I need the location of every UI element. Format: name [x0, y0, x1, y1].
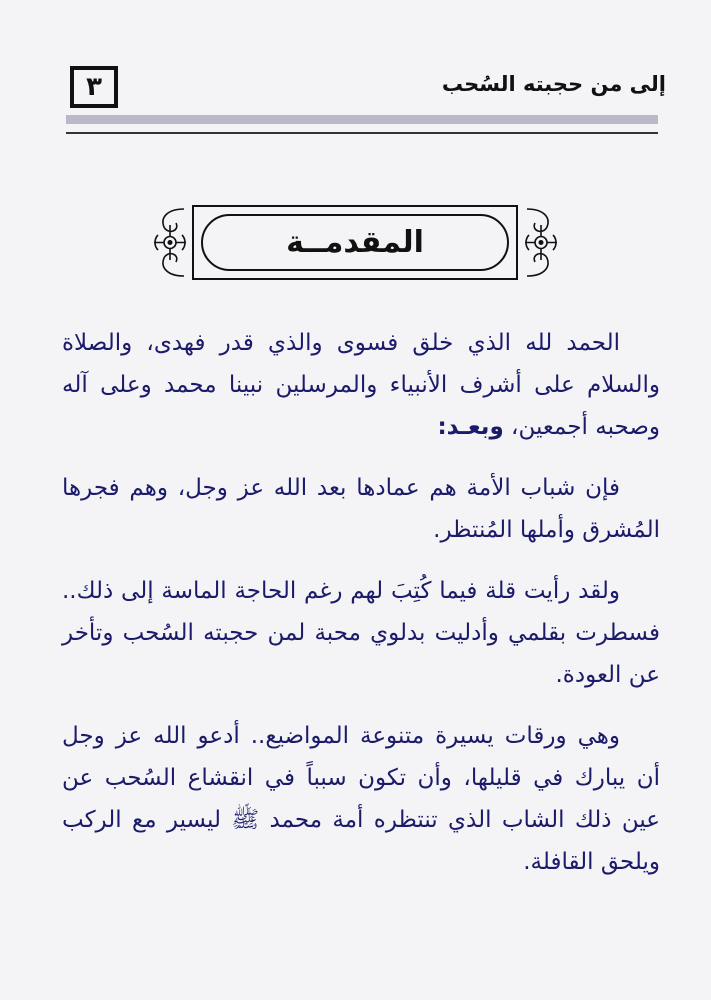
floral-ornament-left-icon — [150, 205, 190, 280]
page-number: ٣ — [86, 72, 102, 102]
section-title-frame — [192, 205, 518, 280]
header-rule — [66, 132, 658, 134]
running-title: إلى من حجبته السُحب — [441, 72, 666, 96]
paragraph-3: ولقد رأيت قلة فيما كُتِبَ لهم رغم الحاجة الماسة إلى ذلك.. فسطرت بقلمي وأدليت بدلوي محبة لمن حجبته السُحب وتأخر عن العودة. — [62, 578, 660, 688]
section-title: المقدمــة — [286, 225, 424, 260]
paragraph-4: وهي ورقات يسيرة متنوعة المواضيع.. أدعو الله عز وجل أن يبارك في قليلها، وأن تكون سبباً في انقشاع السُحب عن عين ذلك الشاب الذي تنتظره أمة محمد ﷺ ليسير مع الركب ويلحق القافلة. — [62, 723, 660, 875]
header-bar — [66, 115, 658, 124]
section-title-cartouche — [201, 214, 509, 271]
page-number-box — [70, 66, 118, 108]
body-text — [62, 322, 660, 902]
paragraph-2: فإن شباب الأمة هم عمادها بعد الله عز وجل، وهم فجرها المُشرق وأملها المُنتظر. — [62, 475, 660, 543]
paragraph-1-emphasis: وبعـد: — [437, 414, 504, 440]
floral-ornament-right-icon — [521, 205, 561, 280]
paragraph-1-text: الحمد لله الذي خلق فسوى والذي قدر فهدى، والصلاة والسلام على أشرف الأنبياء والمرسلين نبينا محمد وعلى آله وصحبه أجمعين، — [62, 330, 660, 440]
paragraph-1 — [62, 322, 660, 448]
